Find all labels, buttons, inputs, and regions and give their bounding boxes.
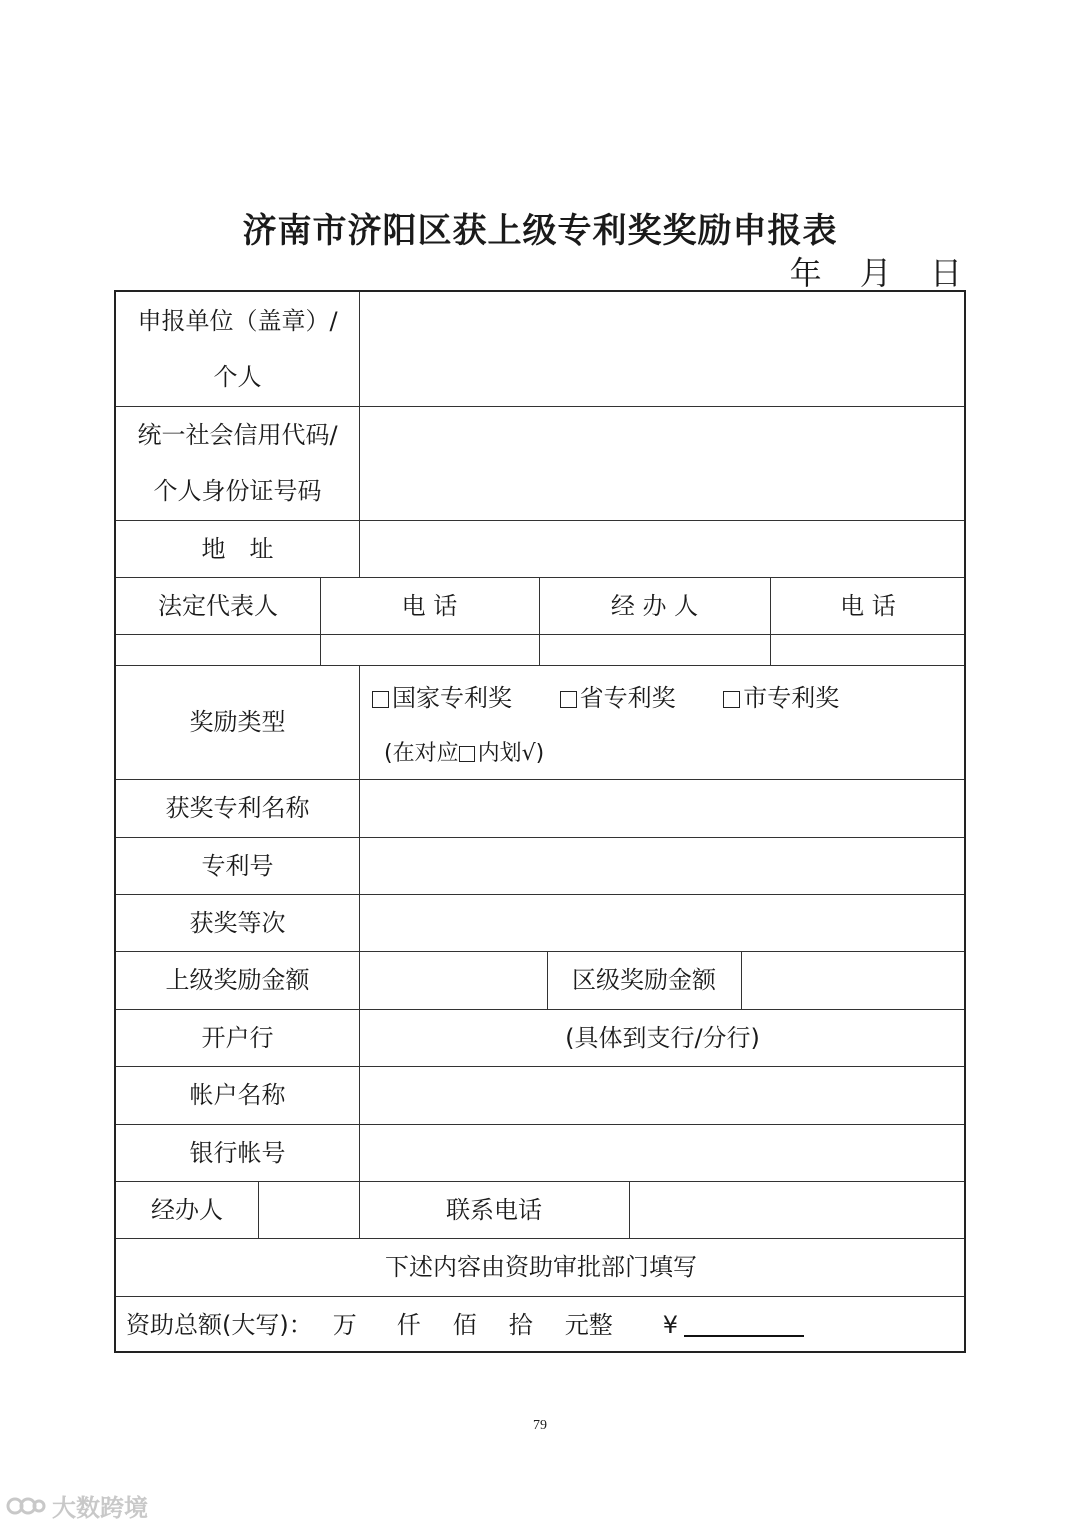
patent-number-label: 专利号 [201,851,274,880]
watermark-logo-icon [6,1493,46,1519]
yen-sign: ¥ [662,1310,679,1339]
credit-code-label-line1: 统一社会信用代码/ [137,421,338,449]
unit-yuan: 元整 [564,1310,613,1339]
total-amount-label: 资助总额(大写)： [126,1310,313,1339]
address-label: 地 址 [201,534,274,563]
address-field[interactable] [359,520,966,577]
unit-wan: 万 [332,1310,357,1339]
award-note [384,736,544,767]
unit-bai: 佰 [452,1310,477,1339]
district-amount-field[interactable] [741,951,966,1009]
date-day: 日 [929,254,962,292]
legal-rep-phone-field[interactable] [320,634,539,665]
award-option-label: 省专利奖 [579,684,676,712]
award-option-provincial[interactable] [560,678,676,713]
checkbox-icon[interactable] [723,691,740,708]
handler-phone-field[interactable] [770,634,966,665]
legal-rep-phone-label: 电 话 [401,591,458,620]
award-level-field[interactable] [359,894,966,951]
patent-name-field[interactable] [359,779,966,837]
unit-shi: 拾 [508,1310,533,1339]
checkbox-icon[interactable] [372,691,389,708]
award-option-city[interactable] [723,678,839,713]
date-line [762,248,962,294]
watermark [6,1488,148,1523]
award-option-label: 市专利奖 [743,684,840,712]
handler-phone-label: 电 话 [840,591,896,620]
award-note-prefix: (在对应 [384,741,459,766]
checkbox-icon[interactable] [560,691,577,708]
form-title: 济南市济阳区获上级专利奖奖励申报表 [242,211,838,251]
handler-field[interactable] [539,634,770,665]
account-name-label: 帐户名称 [189,1081,286,1109]
handler-field-2[interactable] [258,1181,359,1238]
legal-rep-field[interactable] [116,634,320,665]
upper-amount-label: 上级奖励金额 [165,966,310,994]
account-number-label: 银行帐号 [189,1138,286,1167]
total-amount-input[interactable] [684,1313,804,1337]
contact-phone-field[interactable] [629,1181,966,1238]
applicant-label-line1: 申报单位（盖章）/ [137,307,338,335]
legal-rep-label: 法定代表人 [158,591,278,620]
bank-field[interactable]: (具体到支行/分行) [565,1023,760,1052]
watermark-text: 大数跨境 [52,1494,148,1522]
applicant-field[interactable] [359,292,966,406]
award-type-label: 奖励类型 [189,708,286,736]
district-amount-label: 区级奖励金额 [572,966,716,994]
checkbox-icon [459,746,475,762]
handler-label-2: 经办人 [151,1195,223,1224]
award-level-label: 获奖等次 [189,908,286,937]
award-options [372,678,879,713]
upper-amount-field[interactable] [359,951,547,1009]
unit-qian: 仟 [396,1310,421,1339]
date-year: 年 [789,254,822,292]
patent-number-field[interactable] [359,837,966,894]
account-name-field[interactable] [359,1066,966,1124]
approval-note: 下述内容由资助审批部门填写 [385,1253,697,1281]
date-month: 月 [859,254,892,292]
application-form-table [114,290,966,1353]
credit-code-label-line2: 个人身份证号码 [153,477,322,505]
patent-name-label: 获奖专利名称 [165,794,310,822]
credit-code-label [116,406,359,520]
award-note-suffix: 内划√) [477,741,545,766]
applicant-label-line2: 个人 [213,363,262,391]
account-number-field[interactable] [359,1124,966,1181]
handler-label: 经 办 人 [610,591,699,620]
total-amount-row [116,1296,966,1353]
bank-label: 开户行 [201,1023,274,1052]
contact-phone-label: 联系电话 [446,1195,542,1224]
page-number: 79 [533,1418,547,1433]
credit-code-field[interactable] [359,406,966,520]
award-option-label: 国家专利奖 [392,684,512,712]
applicant-label [116,292,359,406]
award-option-national[interactable] [372,678,512,713]
